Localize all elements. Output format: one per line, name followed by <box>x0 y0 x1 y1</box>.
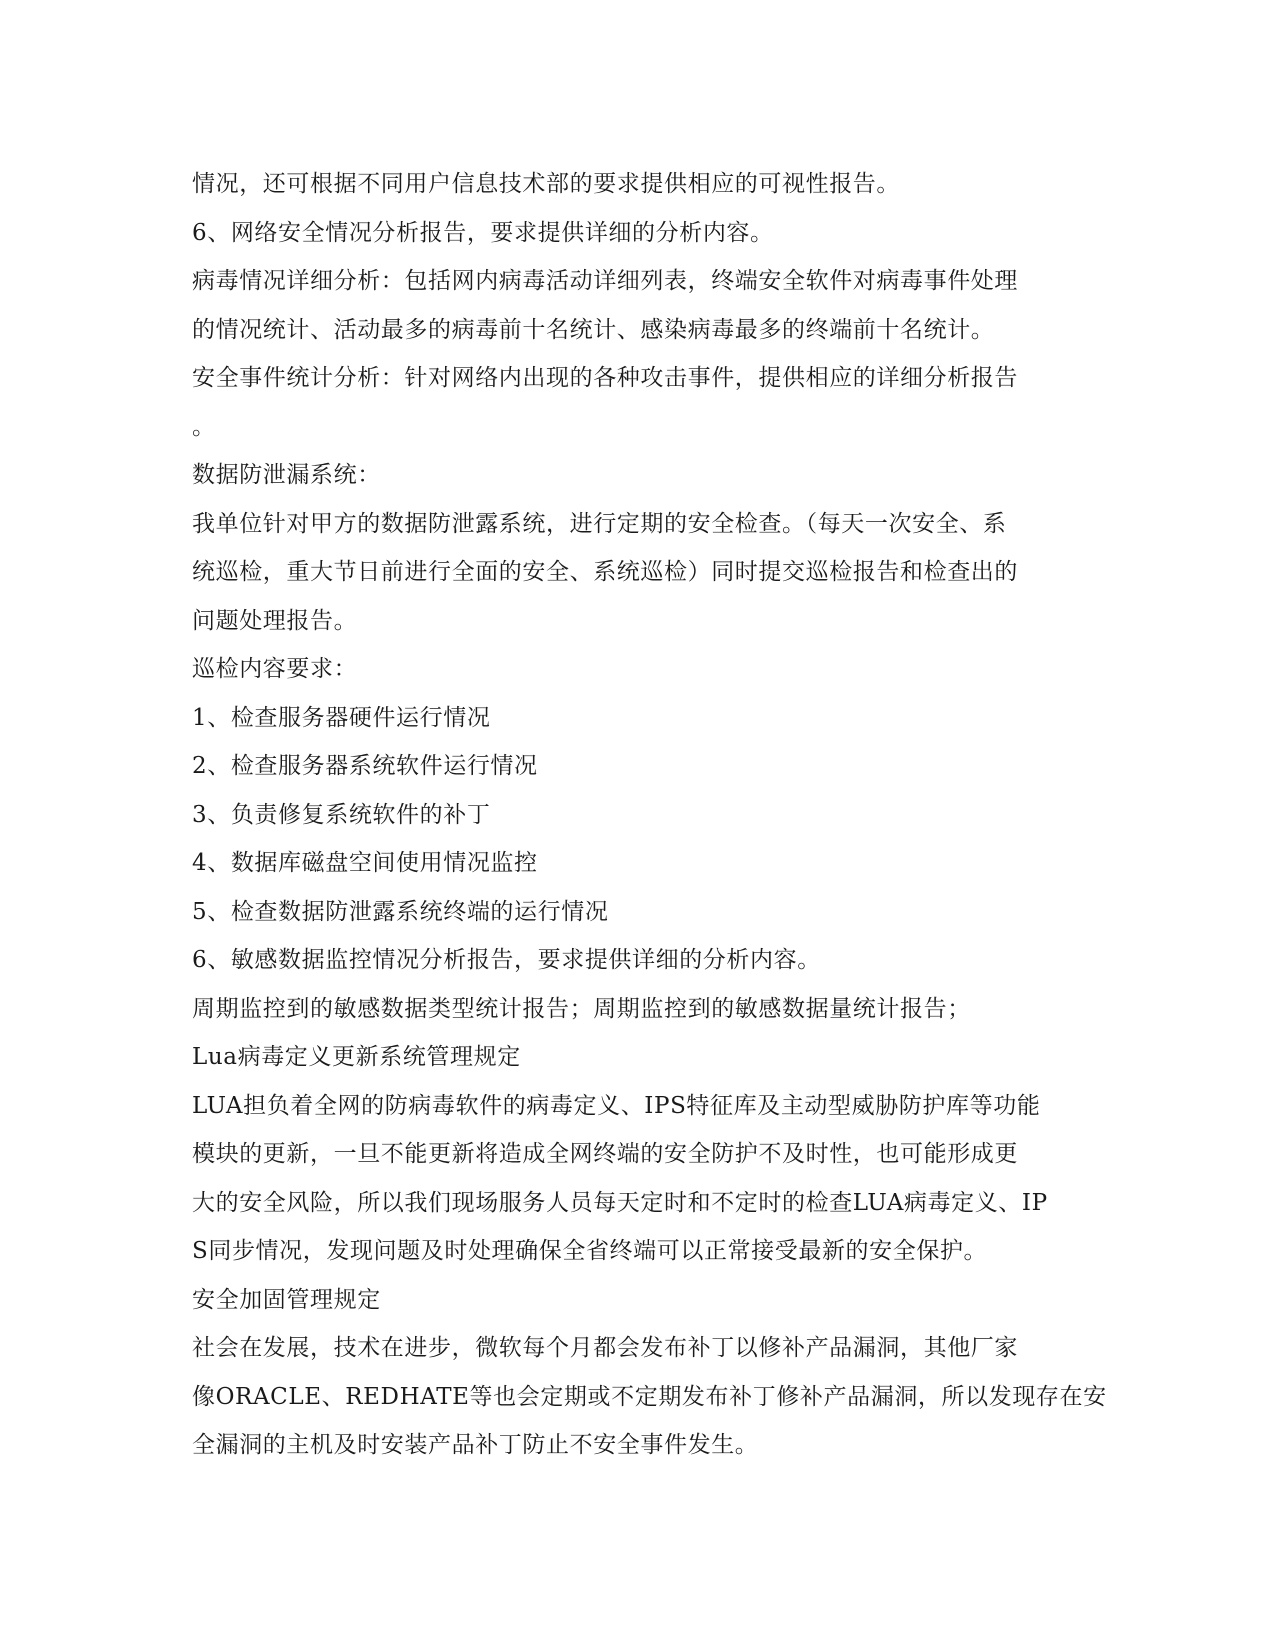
text-line: S同步情况，发现问题及时处理确保全省终端可以正常接受最新的安全保护。 <box>192 1238 988 1264</box>
text-line: LUA担负着全网的防病毒软件的病毒定义、IPS特征库及主动型威胁防护库等功能 <box>192 1092 1041 1119</box>
text-line: 安全事件统计分析：针对网络内出现的各种攻击事件，提供相应的详细分析报告 <box>192 365 1018 391</box>
text-line: 模块的更新，一旦不能更新将造成全网终端的安全防护不及时性，也可能形成更 <box>192 1141 1018 1167</box>
text-line: 问题处理报告。 <box>192 607 358 634</box>
text-line: 统巡检，重大节日前进行全面的安全、系统巡检）同时提交巡检报告和检查出的 <box>192 559 1018 585</box>
text-line: 周期监控到的敏感数据类型统计报告；周期监控到的敏感数据量统计报告； <box>192 995 971 1022</box>
text-line: 我单位针对甲方的数据防泄露系统，进行定期的安全检查。（每天一次安全、系 <box>192 510 1007 537</box>
text-line: 病毒情况详细分析：包括网内病毒活动详细列表，终端安全软件对病毒事件处理 <box>192 268 1018 294</box>
list-item: 4、数据库磁盘空间使用情况监控 <box>192 850 538 876</box>
text-line: 6、网络安全情况分析报告，要求提供详细的分析内容。 <box>192 219 774 246</box>
text-line: 情况，还可根据不同用户信息技术部的要求提供相应的可视性报告。 <box>192 171 900 197</box>
list-item: 3、负责修复系统软件的补丁 <box>192 801 491 828</box>
section-heading: Lua病毒定义更新系统管理规定 <box>192 1044 521 1070</box>
text-line: 社会在发展，技术在进步，微软每个月都会发布补丁以修补产品漏洞，其他厂家 <box>192 1335 1018 1361</box>
list-item: 5、检查数据防泄露系统终端的运行情况 <box>192 898 609 925</box>
text-line: 像ORACLE、REDHATE等也会定期或不定期发布补丁修补产品漏洞，所以发现存在安 <box>192 1383 1107 1410</box>
text-line: 的情况统计、活动最多的病毒前十名统计、感染病毒最多的终端前十名统计。 <box>192 316 995 343</box>
document-body <box>192 160 1107 1470</box>
section-heading: 巡检内容要求： <box>192 656 358 682</box>
text-line: 大的安全风险，所以我们现场服务人员每天定时和不定时的检查LUA病毒定义、IP <box>192 1189 1048 1216</box>
text-line: 全漏洞的主机及时安装产品补丁防止不安全事件发生。 <box>192 1432 759 1458</box>
list-item: 1、检查服务器硬件运行情况 <box>192 704 491 731</box>
list-item: 2、检查服务器系统软件运行情况 <box>192 753 538 779</box>
section-heading: 数据防泄漏系统： <box>192 462 381 488</box>
text-line: 。 <box>192 413 216 440</box>
section-heading: 安全加固管理规定 <box>192 1286 381 1313</box>
list-item: 6、敏感数据监控情况分析报告，要求提供详细的分析内容。 <box>192 947 821 973</box>
